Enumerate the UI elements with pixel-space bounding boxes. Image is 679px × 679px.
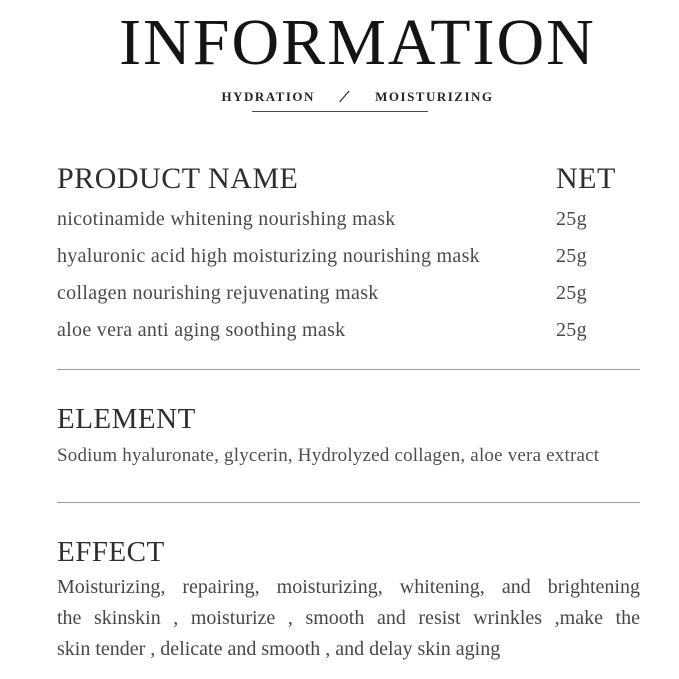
- effect-section-title: EFFECT: [57, 536, 165, 568]
- effect-section: [57, 536, 640, 665]
- subtitle-underline: [252, 111, 428, 112]
- slash-separator: /: [340, 87, 350, 106]
- tag-moisturizing: MOISTURIZING: [375, 89, 494, 104]
- tag-hydration: HYDRATION: [221, 89, 315, 104]
- table-body: [57, 205, 640, 344]
- net-weight-cell: 25g: [556, 208, 587, 230]
- table-header-row: [57, 162, 640, 196]
- net-weight-cell: 25g: [556, 282, 587, 304]
- page-header: [57, 8, 640, 112]
- subtitle: [39, 87, 676, 106]
- effect-description: [57, 572, 640, 665]
- product-name-cell: aloe vera anti aging soothing mask: [57, 319, 346, 341]
- effect-line: Moisturizing, repairing, moisturizing, whitening, and brightening: [57, 576, 640, 598]
- net-column-header: NET: [556, 162, 616, 195]
- section-divider: [57, 502, 640, 503]
- products-table: [57, 162, 640, 344]
- element-section: [57, 403, 640, 468]
- net-weight-cell: 25g: [556, 319, 587, 341]
- element-ingredients-text: Sodium hyaluronate, glycerin, Hydrolyzed collagen, aloe vera extract: [57, 445, 600, 466]
- element-section-title: ELEMENT: [57, 403, 196, 435]
- product-name-cell: collagen nourishing rejuvenating mask: [57, 282, 379, 304]
- table-row: [57, 205, 640, 233]
- effect-line: skin tender , delicate and smooth , and delay skin aging: [57, 638, 501, 660]
- section-divider: [57, 369, 640, 370]
- table-row: [57, 242, 640, 270]
- table-row: [57, 316, 640, 344]
- effect-line: the skinskin , moisturize , smooth and resist wrinkles ,make the: [57, 607, 640, 629]
- product-name-cell: hyaluronic acid high moisturizing nourishing mask: [57, 245, 480, 267]
- net-weight-cell: 25g: [556, 245, 587, 267]
- product-name-cell: nicotinamide whitening nourishing mask: [57, 208, 396, 230]
- page-title: INFORMATION: [119, 6, 596, 79]
- product-name-column-header: PRODUCT NAME: [57, 162, 299, 195]
- table-row: [57, 279, 640, 307]
